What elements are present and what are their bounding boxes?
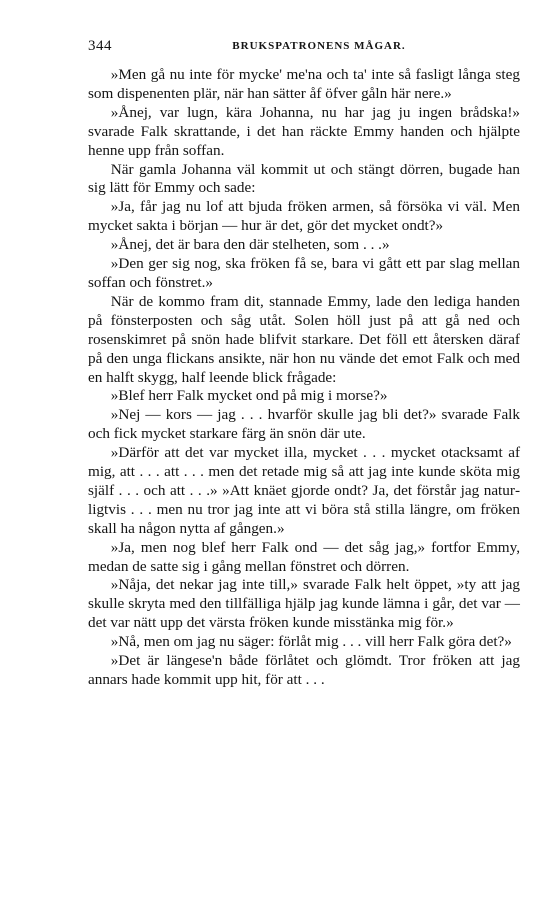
paragraph: »Ånej, var lugn, kära Johanna, nu har jag ju ingen brådska!» svarade Falk skrattande, i det han räckte Emmy handen och hjälpte henne upp från soffan. <box>88 103 520 159</box>
paragraph: »Nåja, det nekar jag inte till,» svarade Falk helt öppet, »ty att jag skulle skryta med den tillfälliga hjälp jag kunde lämna i går, det var — det var nätt upp det värsta fröken kunde misstänka mig för.» <box>88 576 520 632</box>
paragraph: »Ja, får jag nu lof att bjuda fröken armen, så försöka vi väl. Men mycket sakta i början — hur är det, gör det mycket ondt?» <box>88 198 520 235</box>
paragraph: När de kommo fram dit, stannade Emmy, lade den lediga handen på fönsterposten och såg utåt. Solen höll just på att gå ned och rosenskimret på snön hade blifvit starkare. Det föll ett återsken däraf på den unga flickans ansikte, när hon nu vände det emot Falk och med en halft skygg, half leende blick frågade: <box>88 292 520 386</box>
paragraph: »Den ger sig nog, ska fröken få se, bara vi gått ett par slag mellan soffan och fönstret.» <box>88 255 520 291</box>
paragraph: När gamla Johanna väl kommit ut och stängt dörren, bugade han sig lätt för Emmy och sade: <box>88 160 520 197</box>
paragraph: »Nej — kors — jag . . . hvarför skulle jag bli det?» svarade Falk och fick mycket starkare färg än snön där ute. <box>88 406 520 443</box>
paragraph: »Men gå nu inte för mycke' me'na och ta' inte så fasligt långa steg som dispenenten plär, när han sätter åf öfver gåln här nere.» <box>88 66 520 102</box>
paragraph: »Det är längese'n både förlåtet och glömdt. Tror fröken att jag annars hade kommit upp hit, för att . . . <box>88 652 520 688</box>
paragraph: »Ja, men nog blef herr Falk ond — det såg jag,» fortfor Emmy, medan de satte sig i gång mellan fönstret och dörren. <box>88 538 520 575</box>
body-text <box>88 66 520 690</box>
running-title: BRUKSPATRONENS MÅGAR. <box>232 40 406 52</box>
page-number: 344 <box>88 38 112 54</box>
paragraph: »Ånej, det är bara den där stelheten, som . . .» <box>110 236 390 254</box>
paragraph: »Därför att det var mycket illa, mycket . . . mycket otacksamt af mig, att . . . att . . . men det retade mig så att jag inte kunde sköta mig själf . . . och att . . .» »Att knäet gjorde ondt? Ja, det förstår jag naturligtvis . . . men nu tror jag inte att vi böra stå stilla längre, om fröken skall ha någon nytta af gången.» <box>88 444 520 537</box>
paragraph: »Nå, men om jag nu säger: förlåt mig . . . vill herr Falk göra det?» <box>110 633 512 651</box>
page-header <box>88 38 520 58</box>
paragraph: »Blef herr Falk mycket ond på mig i morse?» <box>110 387 388 405</box>
